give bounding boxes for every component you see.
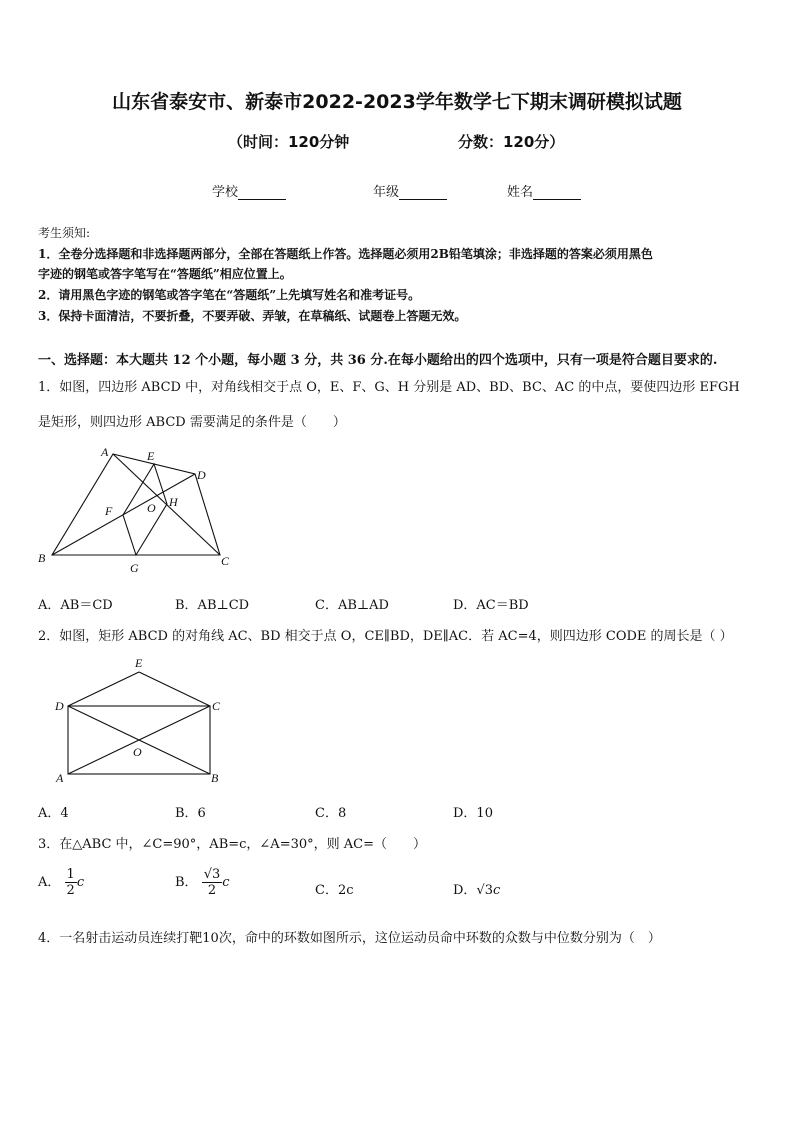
q3-option-a[interactable]: [38, 867, 84, 898]
q2-label-b: B: [211, 771, 219, 785]
notice-item-1-line-2: 字迹的钢笔或答字笔写在“答题纸”相应位置上。: [38, 267, 292, 281]
q2-label-c: C: [212, 699, 221, 713]
q3-text: 3．在△ABC 中，∠C=90°，AB=c，∠A=30°，则 AC=（ ）: [38, 837, 426, 852]
q1-option-b[interactable]: B．AB⊥CD: [175, 598, 250, 613]
q1-option-c[interactable]: C．AB⊥AD: [315, 598, 389, 613]
q1-label-c: C: [221, 554, 230, 568]
q3-option-d-prefix: D．: [453, 883, 477, 898]
q2-segment-ce: [139, 672, 210, 706]
q1-label-o: O: [147, 501, 156, 515]
q3-option-b[interactable]: [175, 867, 230, 898]
q4-text: 4．一名射击运动员连续打靶10次，命中的环数如图所示，这位运动员命中环数的众数与中位数分别为（ ）: [38, 931, 661, 946]
school-label: 学校: [212, 185, 239, 200]
q3-option-a-numerator: 1: [66, 867, 75, 882]
page-title: 山东省泰安市、新泰市2022-2023学年数学七下期末调研模拟试题: [112, 91, 682, 113]
grade-blank: [399, 187, 447, 200]
q1-option-a[interactable]: A．AB＝CD: [38, 598, 113, 613]
school-field: [212, 181, 286, 200]
q1-text-line-2: 是矩形，则四边形 ABCD 需要满足的条件是（ ）: [38, 415, 346, 430]
q1-label-h: H: [169, 495, 178, 509]
q2-option-c[interactable]: C．8: [315, 806, 347, 821]
q2-label-e: E: [135, 656, 143, 670]
q1-figure: [30, 440, 250, 580]
notice-item-2: 2．请用黑色字迹的钢笔或答字笔在“答题纸”上先填写姓名和准考证号。: [38, 288, 421, 302]
q3-option-b-fraction: [202, 867, 223, 898]
school-blank: [238, 187, 286, 200]
q1-label-b: B: [38, 551, 46, 565]
q1-quadrilateral-abcd: [52, 454, 220, 555]
q3-option-b-variable: c: [222, 875, 230, 890]
q1-label-e: E: [147, 449, 155, 463]
q2-option-d[interactable]: D．10: [453, 806, 493, 821]
q3-option-d-variable: c: [493, 883, 501, 898]
q3-option-d[interactable]: [453, 879, 500, 898]
q1-label-f: F: [105, 504, 113, 518]
q3-option-b-numerator: √3: [203, 867, 221, 882]
notice-item-1-line-1: 1．全卷分选择题和非选择题两部分，全部在答题纸上作答。选择题必须用2B铅笔填涂；非选择题的答案必须用黑色: [38, 247, 653, 261]
q2-label-a: A: [56, 771, 64, 785]
q3-option-a-prefix: A．: [38, 875, 61, 890]
q3-option-d-sqrt: √3: [476, 883, 493, 898]
notice-heading: 考生须知:: [38, 226, 91, 240]
q2-figure: [48, 652, 238, 792]
q3-option-b-denominator: 2: [207, 883, 217, 898]
q1-option-d[interactable]: D．AC＝BD: [453, 598, 529, 613]
q3-option-b-prefix: B．: [175, 875, 198, 890]
q1-label-a: A: [101, 445, 109, 459]
name-label: 姓名: [507, 185, 534, 200]
grade-label: 年级: [373, 185, 400, 200]
q1-quadrilateral-efgh: [123, 464, 167, 555]
q1-text-line-1: 1．如图，四边形 ABCD 中，对角线相交于点 O，E、F、G、H 分别是 AD、BD、BC、AC 的中点，要使四边形 EFGH: [38, 380, 740, 395]
q2-option-a[interactable]: A．4: [38, 806, 69, 821]
name-blank: [533, 187, 581, 200]
q2-option-b[interactable]: B．6: [175, 806, 206, 821]
time-label: （时间：120分钟: [228, 133, 350, 151]
name-field: [507, 181, 581, 200]
q1-label-d: D: [197, 468, 206, 482]
q2-label-o: O: [133, 745, 142, 759]
notice-item-3: 3．保持卡面清洁，不要折叠，不要弄破、弄皱，在草稿纸、试题卷上答题无效。: [38, 309, 467, 323]
q1-label-g: G: [130, 561, 139, 575]
q3-option-a-denominator: 2: [66, 883, 75, 898]
q2-text: 2．如图，矩形 ABCD 的对角线 AC、BD 相交于点 O，CE∥BD，DE∥AC．若 AC=4，则四边形 CODE 的周长是（ ）: [38, 629, 733, 644]
q3-option-a-variable: c: [76, 875, 85, 890]
q2-label-d: D: [55, 699, 64, 713]
section-1-heading: 一、选择题：本大题共 12 个小题，每小题 3 分，共 36 分.在每小题给出的四个选项中，只有一项是符合题目要求的.: [38, 353, 718, 368]
q3-option-a-fraction: [65, 867, 77, 898]
q2-segment-de: [68, 672, 139, 706]
q3-option-c[interactable]: C．2c: [315, 883, 354, 898]
grade-field: [373, 181, 447, 200]
score-label: 分数：120分）: [458, 133, 565, 151]
